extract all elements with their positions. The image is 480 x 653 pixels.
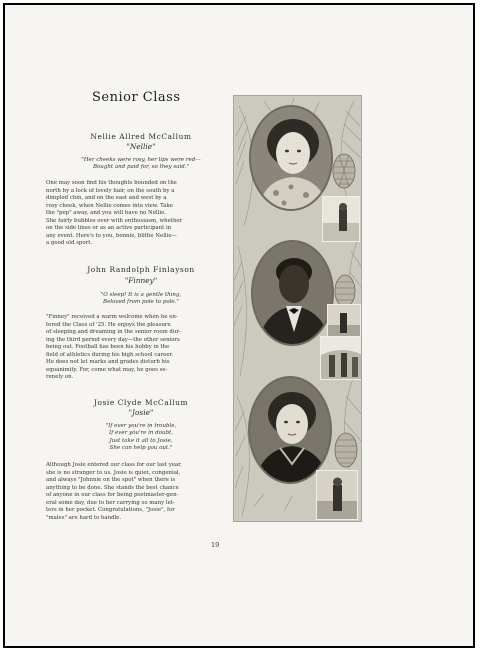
bio-line: rosy cheek, when Nellie comes into view. Take [46,202,173,209]
bio-line: equanimity. For, come what may, he goes se- [46,366,168,373]
bio-line: the "pep" away, and you will have no Nellie. [46,210,166,217]
bio-line: any event. Here's to you, bonnie, blithe Nellie— [46,232,177,239]
bio-line: and always "Johnnie on the spot" when there is [46,477,176,484]
portrait-josie [248,376,332,484]
quote-line: If ever you're in doubt, [109,430,173,437]
portrait-nellie [249,105,333,211]
portrait-nellie-image [251,107,333,211]
bio-line: ters in her pocket. Congratulations, "Josie", for [46,507,175,514]
bio-line: of sleeping and dreaming in the senior room dur- [46,329,181,336]
snapshot-photo-1 [322,196,360,242]
bio-line: tered the Class of '25. He enjoys the pleasure [46,321,171,328]
portrait-finney-image [253,242,334,346]
portrait-josie-image [250,378,332,484]
snapshot-photo-2 [327,304,361,340]
pinecone-icon [331,430,361,470]
bio-line: One may soon find his thoughts bounded on the [46,180,177,186]
senior-bio [46,180,232,248]
pinecone-icon [329,151,359,191]
senior-quote [46,292,236,307]
portrait-finney [251,240,334,346]
quote-line: Bought and paid for, so they said." [92,164,190,171]
quote-line: She can help you out." [109,445,173,452]
senior-name: Nellie Allred McCallum [90,132,192,141]
bio-line: field of athletics during his high school career. [46,351,174,358]
bio-line: being out. Football has been his hobby in the [46,344,170,351]
bio-line: renely on. [46,374,74,381]
bio-line: Although Josie entered our class for our last year, [46,462,182,468]
bio-line: of anyone in our class for being postmaster-gen- [46,492,179,499]
senior-nickname: "Nellie" [126,142,156,151]
bio-line: "males" are hard to handle. [46,514,122,521]
senior-bio [46,462,232,522]
quote-line: "Her cheeks were rosy, her lips were red— [81,157,201,163]
snapshot-photo-3 [320,336,362,380]
senior-name: John Randolph Finlayson [87,265,195,274]
bio-line: a good old sport. [46,240,93,247]
bio-line: dimpled chin, and on the east and west by a [46,195,167,202]
quote-line: Just take it all to Josie, [109,437,173,444]
bio-line: eral some day, due to her carrying so many let- [46,499,175,506]
photo-panel [233,95,362,522]
bio-line: "Finney" received a warm welcome when he en- [46,314,178,320]
bio-line: ing the third period every day—the other seniors [46,336,180,343]
quote-line: "O sleep! It is a gentle thing, [100,292,182,298]
senior-quote [46,157,236,172]
senior-nickname: "Josie" [128,408,154,417]
bio-line: She fairly bubbles over with enthusiasm, whether [46,217,183,224]
quote-line: "If ever you're in trouble, [105,423,177,429]
bio-line: north by a lock of lovely hair, on the south by a [46,187,175,194]
bio-line: anything to be done. She stands the best chance [46,484,179,491]
snapshot-photo-4 [316,470,358,520]
bio-line: He does not let marks and grades disturb his [46,359,170,366]
senior-nickname: "Finney" [124,276,158,285]
senior-bio [46,314,232,382]
senior-name: Josie Clyde McCallum [93,398,189,407]
page-title: Senior Class [92,90,181,105]
bio-line: she is no stranger to us. Josie is quiet, congenial, [46,469,181,476]
bio-line: on the side lines or as an active participant in [46,225,172,232]
senior-quote [46,423,236,453]
page-number: 19 [211,541,220,549]
quote-line: Beloved from pole to pole." [103,299,179,306]
